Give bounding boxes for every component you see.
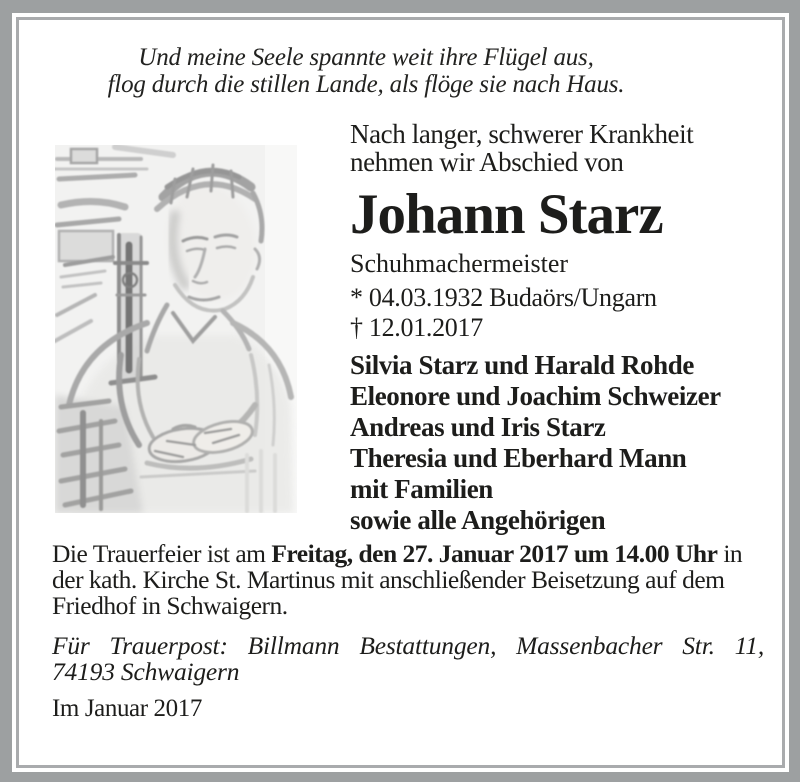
obituary-content	[12, 13, 789, 772]
epigraph-line-1: Und meine Seele spannte weit ihre Flügel aus,	[138, 44, 594, 71]
intro-line-2: nehmen wir Abschied von	[350, 147, 624, 177]
mourner-line: mit Familien	[350, 474, 493, 504]
announcement-column	[350, 120, 758, 536]
funeral-service-paragraph: Die Trauerfeier ist am Freitag, den 27. Januar 2017 um 14.00 Uhr in der kath. Kirche St. Martinus mit anschließender Beisetzung auf dem Friedhof in Schwaigern.	[52, 539, 743, 620]
mourner-line: sowie alle Angehörigen	[350, 505, 606, 535]
profession: Schuhmachermeister	[350, 249, 569, 278]
birth-date: * 04.03.1932 Budaörs/Ungarn	[350, 283, 657, 312]
obituary-page	[12, 13, 789, 772]
death-date: † 12.01.2017	[350, 313, 483, 342]
epigraph-line-2: flog durch die stillen Lande, als flöge sie nach Haus.	[107, 71, 625, 98]
intro-text	[350, 120, 758, 176]
mourner-line: Eleonore und Joachim Schweizer	[350, 381, 721, 411]
mourner-line: Silvia Starz und Harald Rohde	[350, 350, 694, 380]
deceased-name: Johann Starz	[350, 183, 663, 246]
publication-date: Im Januar 2017	[52, 695, 202, 722]
intro-line-1: Nach langer, schwerer Krankheit	[350, 119, 694, 149]
postal-line-1: Für Trauerpost: Billmann Bestattungen, Massenbacher Str. 11,	[52, 631, 764, 660]
mourners-list	[350, 350, 758, 536]
postal-line-2: 74193 Schwaigern	[52, 657, 240, 686]
mourner-line: Andreas und Iris Starz	[350, 412, 606, 442]
postal-info	[52, 633, 764, 685]
service-details	[52, 541, 764, 723]
mourner-line: Theresia und Eberhard Mann	[350, 443, 687, 473]
portrait-sketch	[55, 145, 297, 513]
epigraph	[20, 44, 712, 98]
